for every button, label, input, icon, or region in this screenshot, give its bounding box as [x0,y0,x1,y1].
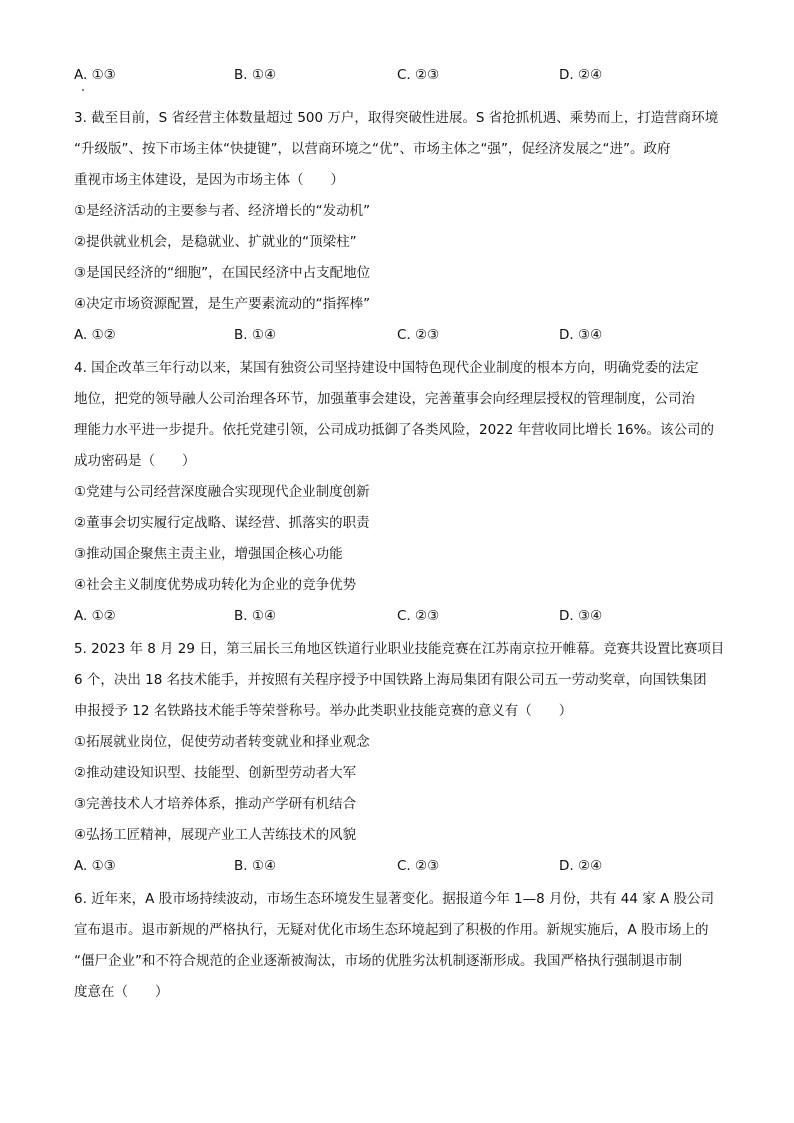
option-d[interactable]: D. ③④ [559,608,603,624]
question-4-item-2: ②董事会切实履行定战略、谋经营、抓落实的职责 [74,515,370,531]
question-4-stem-line-1: 4. 国企改革三年行动以来，某国有独资公司坚持建设中国特色现代企业制度的根本方向，明确党委的法定 [74,360,699,376]
option-a[interactable]: A. ①② [74,327,116,343]
option-a[interactable]: A. ①③ [74,858,116,874]
prev-question-options [74,66,674,84]
option-b[interactable]: B. ①④ [234,67,277,83]
question-4-options [74,607,674,625]
question-4-stem-line-3: 理能力水平进一步提升。依托党建引领，公司成功抵御了各类风险，2022 年营收同比增长 16%。该公司的 [74,422,714,438]
question-6-stem-line-3: “僵尸企业”和不符合规范的企业逐渐被淘汰，市场的优胜劣汰机制逐渐形成。我国严格执行强制退市制 [74,953,682,969]
question-3-item-2: ②提供就业机会，是稳就业、扩就业的“顶梁柱” [74,234,357,250]
option-a[interactable]: A. ①③ [74,67,116,83]
question-3-item-3: ③是国民经济的“细胞”，在国民经济中占支配地位 [74,265,371,281]
option-d[interactable]: D. ②④ [559,858,603,874]
option-b[interactable]: B. ①④ [234,327,277,343]
question-6-stem-line-4: 度意在（ ） [74,984,169,1000]
option-b[interactable]: B. ①④ [234,608,277,624]
option-c[interactable]: C. ②③ [397,858,440,874]
question-6-stem-line-1: 6. 近年来，A 股市场持续波动，市场生态环境发生显著变化。据报道今年 1—8 月份，共有 44 家 A 股公司 [74,891,715,907]
option-d[interactable]: D. ③④ [559,327,603,343]
question-3-options [74,326,674,344]
option-c[interactable]: C. ②③ [397,327,440,343]
option-a[interactable]: A. ①② [74,608,116,624]
question-6-stem-line-2: 宣布退市。退市新规的严格执行，无疑对优化市场生态环境起到了积极的作用。新规实施后，A 股市场上的 [74,922,709,938]
stray-dot [82,89,84,91]
option-d[interactable]: D. ②④ [559,67,603,83]
question-4-stem-line-4: 成功密码是（ ） [74,453,196,469]
question-3-stem-line-3: 重视市场主体建设，是因为市场主体（ ） [74,172,344,188]
question-5-item-3: ③完善技术人才培养体系，推动产学研有机结合 [74,796,357,812]
question-5-item-1: ①拓展就业岗位，促使劳动者转变就业和择业观念 [74,734,370,750]
question-5-item-2: ②推动建设知识型、技能型、创新型劳动者大军 [74,765,357,781]
question-4-item-4: ④社会主义制度优势成功转化为企业的竞争优势 [74,577,357,593]
option-c[interactable]: C. ②③ [397,608,440,624]
question-4-item-1: ①党建与公司经营深度融合实现现代企业制度创新 [74,484,370,500]
question-4-stem-line-2: 地位，把党的领导融人公司治理各环节，加强董事会建设，完善董事会向经理层授权的管理制度，公司治 [74,391,695,407]
question-5-options [74,857,674,875]
option-b[interactable]: B. ①④ [234,858,277,874]
question-3-stem-line-1: 3. 截至目前，S 省经营主体数量超过 500 万户，取得突破性进展。S 省抢抓机遇、乘势而上，打造营商环境 [74,110,719,126]
question-3-item-4: ④决定市场资源配置，是生产要素流动的“指挥棒” [74,296,371,312]
question-5-stem-line-3: 申报授予 12 名铁路技术能手等荣誉称号。举办此类职业技能竞赛的意义有（ ） [74,703,573,719]
question-5-stem-line-1: 5. 2023 年 8 月 29 日，第三届长三角地区铁道行业职业技能竞赛在江苏南京拉开帷幕。竞赛共设置比赛项目 [74,641,725,657]
question-5-item-4: ④弘扬工匠精神，展现产业工人苦练技术的风貌 [74,827,357,843]
question-3-item-1: ①是经济活动的主要参与者、经济增长的“发动机” [74,203,371,219]
question-4-item-3: ③推动国企聚焦主责主业，增强国企核心功能 [74,546,343,562]
question-3-stem-line-2: “升级版”、按下市场主体“快捷键”，以营商环境之“优”、市场主体之“强”，促经济发展之“进”。政府 [74,141,671,157]
option-c[interactable]: C. ②③ [397,67,440,83]
question-5-stem-line-2: 6 个，决出 18 名技术能手，并按照有关程序授予中国铁路上海局集团有限公司五一劳动奖章，向国铁集团 [74,672,707,688]
